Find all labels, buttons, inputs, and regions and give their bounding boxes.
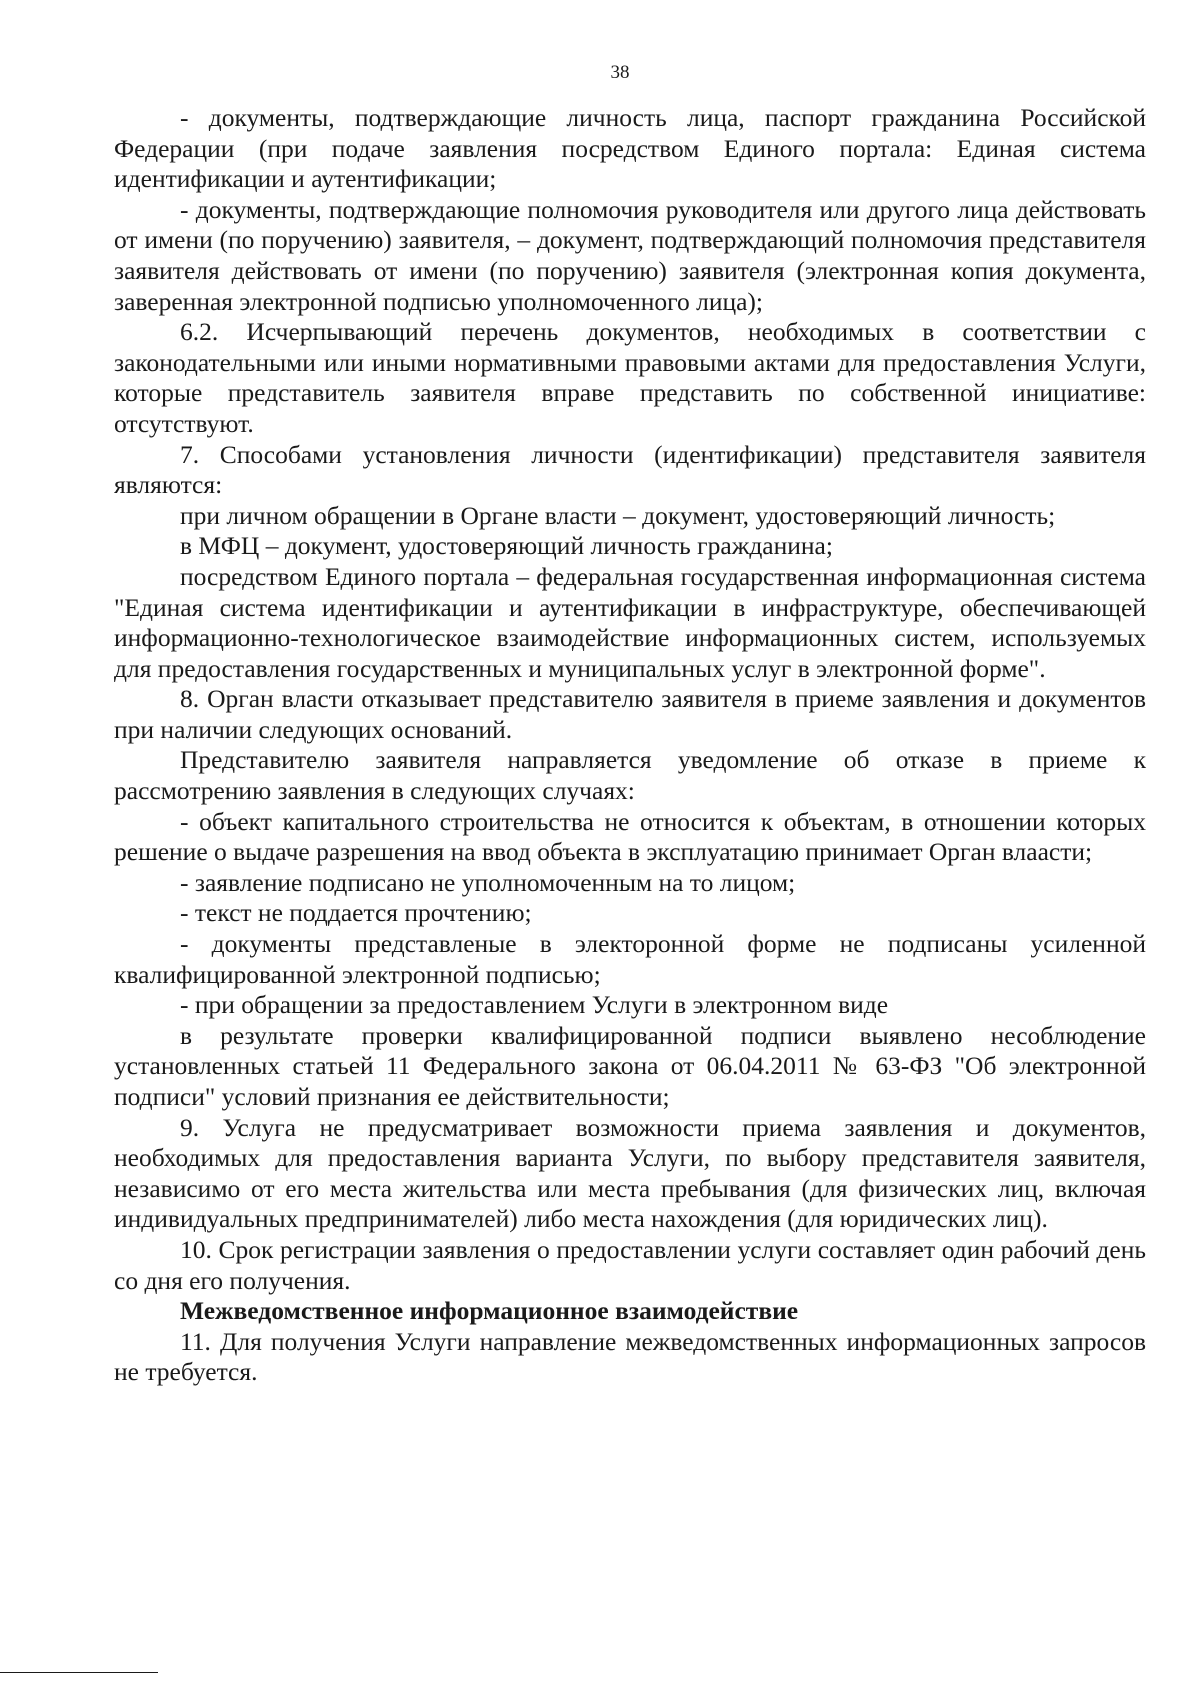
section-heading: Межведомственное информационное взаимодействие bbox=[180, 1296, 799, 1326]
paragraph-refusal-signature: - заявление подписано не уполномоченным на то лицом; bbox=[180, 867, 796, 897]
document-body bbox=[114, 103, 1146, 1388]
paragraph-mfc: в МФЦ – документ, удостоверяющий личность гражданина; bbox=[180, 531, 833, 561]
paragraph-7: 7. Способами установления личности (идентификации) представителя заявителя являются: bbox=[114, 439, 1146, 500]
paragraph-10: 10. Срок регистрации заявления о предоставлении услуги составляет один рабочий день со дня его получения. bbox=[114, 1234, 1146, 1295]
page-number: 38 bbox=[610, 62, 630, 83]
paragraph-8: 8. Орган власти отказывает представителю заявителя в приеме заявления и документов при наличии следующих оснований. bbox=[114, 684, 1146, 744]
paragraph-9: 9. Услуга не предусматривает возможности приема заявления и документов, необходимых для предоставления варианта Услуги, по выбору представителя заявителя, независимо от его места жительства или места пребывания (для физических лиц, включая индивидуальных предпринимателей) либо места нахождения (для юридических лиц). bbox=[114, 1112, 1146, 1234]
footnote-rule bbox=[0, 1672, 158, 1673]
paragraph-signature-check: в результате проверки квалифицированной подписи выявлено несоблюдение установленных статьей 11 Федерального закона от 06.04.2011 № 63-ФЗ "Об электронной подписи" условий признания ее действительности; bbox=[114, 1020, 1146, 1111]
paragraph-refusal-electronic: - при обращении за предоставлением Услуги в электронном виде bbox=[180, 990, 889, 1020]
paragraph-identity-documents: - документы, подтверждающие личность лица, паспорт гражданина Российской Федерации (при подаче заявления посредством Единого портала: Единая система идентификации и аутентификации; bbox=[114, 103, 1146, 194]
paragraph-6-2: 6.2. Исчерпывающий перечень документов, необходимых в соответствии с законодательными или иными нормативными правовыми актами для предоставления Услуги, которые представитель заявителя вправе представить по собственной инициативе: отсутствуют. bbox=[114, 317, 1146, 438]
paragraph-refusal-notice: Представителю заявителя направляется уведомление об отказе в приеме к рассмотрению заявления в следующих случаях: bbox=[114, 745, 1146, 806]
paragraph-refusal-not-signed: - документы представленые в электоронной форме не подписаны усиленной квалифицированной электронной подписью; bbox=[114, 929, 1146, 989]
paragraph-authority-documents: - документы, подтверждающие полномочия руководителя или другого лица действовать от имени (по поручению) заявителя, – документ, подтверждающий полномочия представителя заявителя действовать от имени (по поручению) заявителя (электронная копия документа, заверенная электронной подписью уполномоченного лица); bbox=[114, 194, 1146, 316]
paragraph-11: 11. Для получения Услуги направление межведомственных информационных запросов не требуется. bbox=[114, 1326, 1146, 1387]
paragraph-unified-portal: посредством Единого портала – федеральная государственная информационная система "Единая система идентификации и аутентификации в инфраструктуре, обеспечивающей информационно-технологическое взаимодействие информационных систем, используемых для предоставления государственных и муниципальных услуг в электронной форме". bbox=[114, 561, 1146, 683]
paragraph-refusal-unreadable: - текст не поддается прочтению; bbox=[180, 898, 532, 928]
paragraph-in-person: при личном обращении в Органе власти – документ, удостоверяющий личность; bbox=[180, 500, 1056, 530]
paragraph-refusal-object: - объект капитального строительства не относится к объектам, в отношении которых решение о выдаче разрешения на ввод объекта в эксплуатацию принимает Орган влаасти; bbox=[114, 806, 1146, 867]
